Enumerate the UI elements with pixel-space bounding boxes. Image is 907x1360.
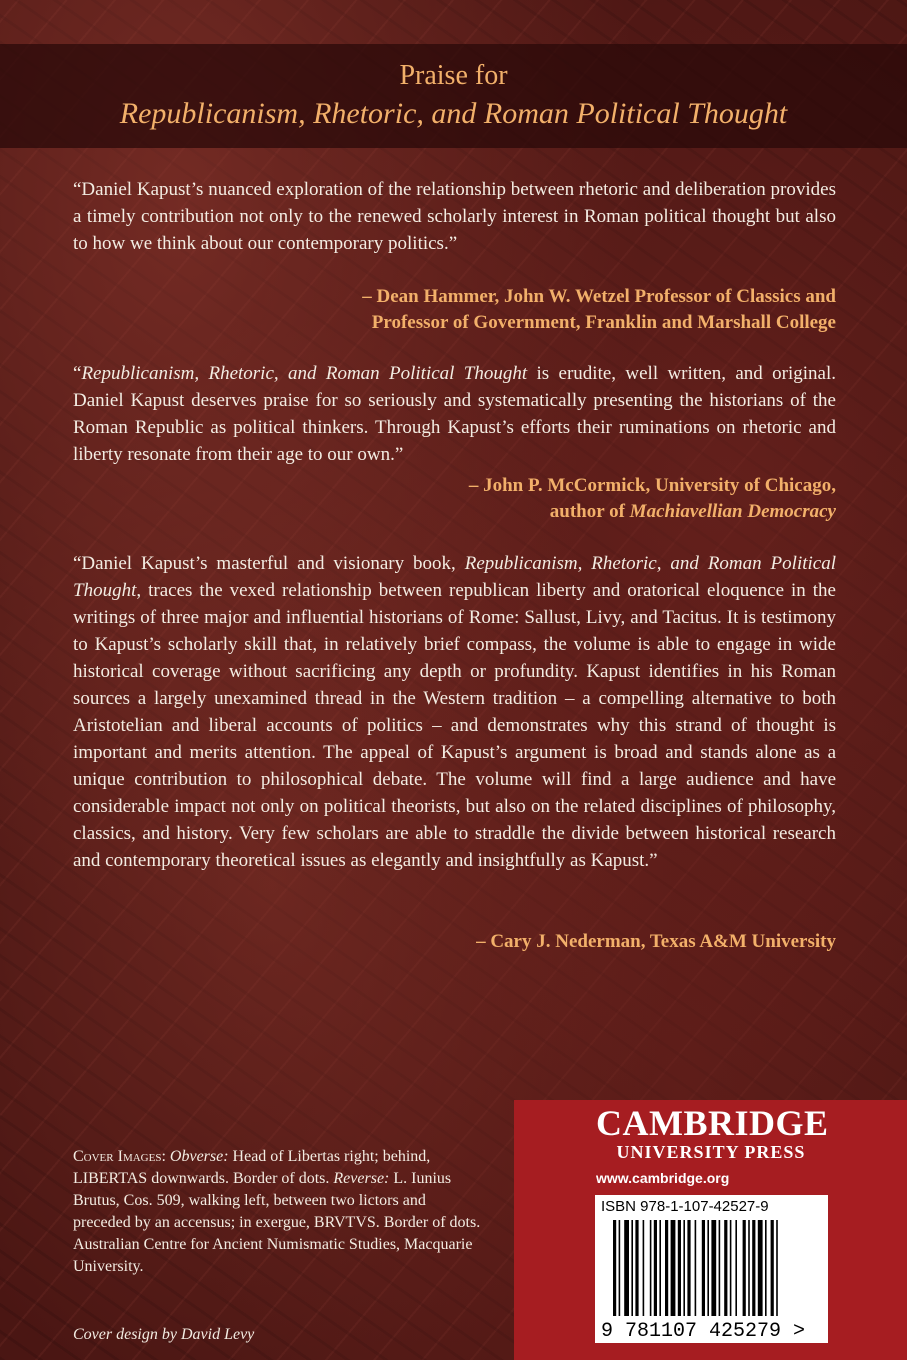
- isbn-label: ISBN 978-1-107-42527-9: [601, 1198, 769, 1215]
- barcode-bar: [776, 1220, 778, 1316]
- barcode-bar: [613, 1220, 616, 1316]
- attribution-mccormick-line1: – John P. McCormick, University of Chicago,: [468, 475, 836, 496]
- barcode-bar: [711, 1220, 716, 1316]
- attribution-prefix: author of: [549, 501, 630, 522]
- quote-book-title: Republicanism, Rhetoric, and Roman Political Thought: [81, 363, 528, 384]
- reverse-text: L. Iunius Brutus, Cos. 509, walking left, between two lictors and preceded by an accensus; in exergue, BRVTVS. Border of dots. Australian Centre for Ancient Numismatic Studies, Macquarie University.: [73, 1170, 481, 1275]
- barcode-bar: [650, 1220, 652, 1316]
- barcode-bar: [743, 1220, 746, 1316]
- colon: :: [161, 1148, 170, 1165]
- attribution-hammer-line2: Professor of Government, Franklin and Marshall College: [371, 312, 836, 333]
- barcode-bar: [735, 1220, 737, 1316]
- quote-mccormick: [73, 360, 836, 468]
- barcode-bar: [695, 1220, 697, 1316]
- barcode-bar: [687, 1220, 690, 1316]
- attribution-book-title: Machiavellian Democracy: [629, 501, 836, 522]
- attribution-hammer-line1: – Dean Hammer, John W. Wetzel Professor of Classics and: [362, 286, 836, 307]
- barcode-digits: 9 781107 425279 >: [601, 1320, 806, 1343]
- quote-body: is erudite, well written, and original. Daniel Kapust deserves praise for so seriously and systematically presenting the historians of the Roman Republic as political thinkers. Through Kapust’s efforts their ruminations on rhetoric and liberty resonate from their age to our own.”: [73, 363, 836, 465]
- barcode-bar: [771, 1220, 774, 1316]
- barcode-bar: [631, 1220, 633, 1316]
- barcode-bar: [643, 1220, 645, 1316]
- quote-nederman: [73, 550, 836, 874]
- barcode-bar: [671, 1220, 676, 1316]
- barcode-bar: [707, 1220, 709, 1316]
- obverse-text: Head of Libertas right; behind, LIBERTAS downwards. Border of dots.: [73, 1148, 431, 1187]
- barcode-bar: [619, 1220, 621, 1316]
- quote-body: , traces the vexed relationship between republican liberty and oratorical eloquence in the writings of three major and influential historians of Rome: Sallust, Livy, and Tacitus. It is testimony to Kapust’s scholarly skill that, in relatively brief compass, the volume is able to engage in wide historical coverage without sacrificing any depth or profundity. Kapust identifies in his Roman sources a largely unexamined thread in the Western tradition – a compelling alternative to both Aristotelian and liberal accounts of politics – and demonstrates why this strand of thought is important and merits attention. The appeal of Kapust’s argument is broad and stands alone as a unique contribution to philosophical debate. The volume will find a large audience and have considerable impact not only on political theorists, but also on the related disciplines of philosophy, classics, and history. Very few scholars are able to straddle the divide between historical research and contemporary theoretical issues as elegantly and insightfully as Kapust.”: [73, 580, 836, 871]
- quote-intro: “Daniel Kapust’s masterful and visionary book,: [73, 553, 465, 574]
- barcode-bar: [659, 1220, 661, 1316]
- barcode-bar: [758, 1220, 763, 1316]
- cover-credits: [73, 1146, 483, 1278]
- barcode: [601, 1218, 823, 1320]
- reverse-label: Reverse:: [333, 1170, 390, 1187]
- cover-design-credit: Cover design by David Levy: [73, 1326, 255, 1343]
- barcode-bar: [724, 1220, 727, 1316]
- barcode-bar: [665, 1220, 668, 1316]
- obverse-label: Obverse:: [169, 1148, 229, 1165]
- quote-book-title: Republicanism, Rhetoric, and Roman Political Thought: [73, 553, 836, 601]
- book-title: Republicanism, Rhetoric, and Roman Political Thought: [119, 97, 788, 130]
- barcode-bar: [719, 1220, 721, 1316]
- barcode-bar: [654, 1220, 657, 1316]
- publisher-name: CAMBRIDGE: [596, 1103, 829, 1143]
- barcode-bar: [678, 1220, 681, 1316]
- attribution-nederman: – Cary J. Nederman, Texas A&M University: [476, 931, 836, 952]
- barcode-bar: [702, 1220, 705, 1316]
- barcode-bar: [765, 1220, 767, 1316]
- barcode-bar: [748, 1220, 750, 1316]
- publisher-url: www.cambridge.org: [596, 1170, 730, 1186]
- publisher-press: UNIVERSITY PRESS: [616, 1142, 806, 1162]
- praise-label: Praise for: [399, 60, 508, 91]
- barcode-bar: [635, 1220, 638, 1316]
- barcode-bar: [730, 1220, 732, 1316]
- barcode-bar: [624, 1220, 629, 1316]
- attribution-mccormick-line2: [550, 498, 836, 525]
- quote-open-mark: “: [73, 363, 82, 384]
- barcode-bar: [683, 1220, 685, 1316]
- barcode-bar: [752, 1220, 755, 1316]
- quote-hammer: “Daniel Kapust’s nuanced exploration of the relationship between rhetoric and deliberation provides a timely contribution not only to the renewed scholarly interest in Roman political thought but also to how we think about our contemporary politics.”: [73, 179, 836, 254]
- cover-images-label: Cover Images: [73, 1148, 162, 1165]
